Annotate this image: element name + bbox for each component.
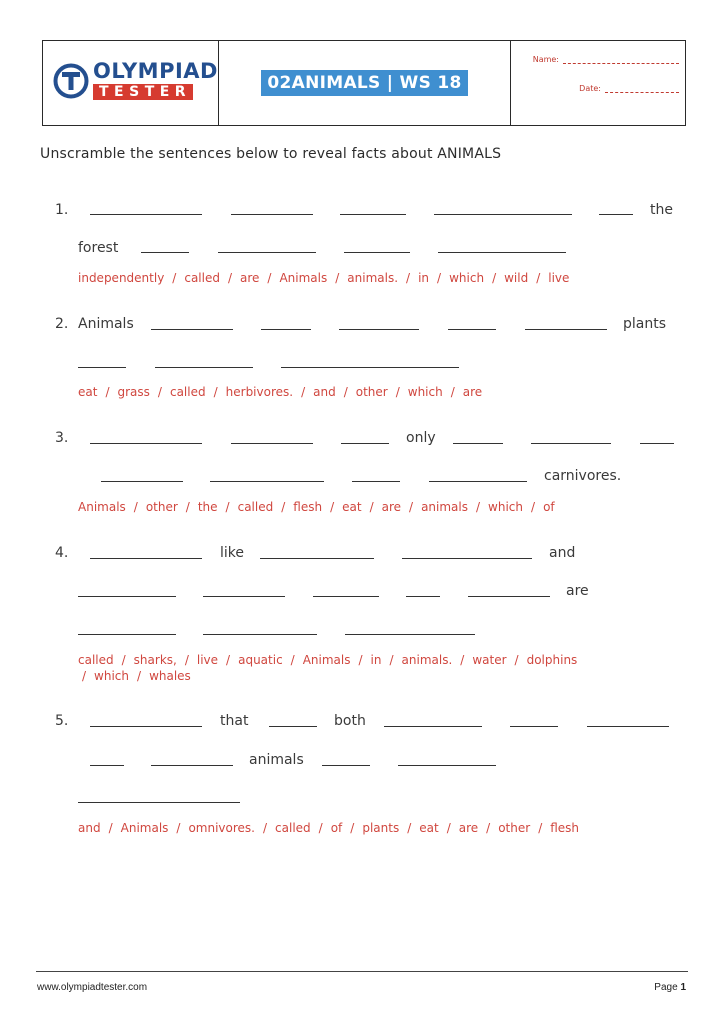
answer-blank[interactable] [429,481,527,482]
answer-blank[interactable] [203,634,317,635]
answer-blank[interactable] [468,596,550,597]
logo [53,61,218,100]
given-word: the [650,202,673,218]
option-word: the [197,500,218,514]
option-word: eat [78,385,98,399]
answer-blank[interactable] [218,252,316,253]
answer-blank[interactable] [448,329,496,330]
option-word: eat [342,500,362,514]
page-label: Page [654,982,678,993]
given-word: carnivores. [544,468,622,484]
given-word: that [220,713,249,729]
option-word: aquatic [238,653,283,667]
option-word: which [94,669,130,683]
option-word: flesh [550,821,580,835]
answer-blank[interactable] [525,329,607,330]
given-word: plants [623,316,667,332]
option-word: animals [421,500,468,514]
option-word: Animals [302,653,351,667]
answer-blank[interactable] [260,558,374,559]
date-label: Date: [579,84,601,93]
option-word: independently [78,271,165,285]
name-line[interactable] [563,56,679,64]
answer-blank[interactable] [640,443,674,444]
option-word: grass [117,385,150,399]
answer-blank[interactable] [313,596,379,597]
worksheet-header [42,40,686,126]
scrambled-words: independently / called / are / Animals / animals. / in / which / wild / live [78,271,570,285]
option-word: of [330,821,343,835]
option-word: animals. [401,653,453,667]
scrambled-words: and / Animals / omnivores. / called / of / plants / eat / are / other / flesh [78,821,580,835]
given-word: forest [78,240,119,256]
scrambled-words: Animals / other / the / called / flesh / eat / are / animals / which / of [78,500,555,514]
option-word: of [543,500,555,514]
answer-blank[interactable] [531,443,611,444]
answer-blank[interactable] [90,726,202,727]
option-word: other [355,385,388,399]
answer-blank[interactable] [587,726,669,727]
instruction-text: Unscramble the sentences below to reveal facts about ANIMALS [40,146,502,162]
answer-blank[interactable] [203,596,285,597]
given-word: Animals [78,316,134,332]
option-word: in [370,653,382,667]
option-word: flesh [293,500,323,514]
option-word: are [458,821,479,835]
answer-blank[interactable] [151,329,233,330]
answer-blank[interactable] [599,214,633,215]
footer-website: www.olympiadtester.com [37,982,148,993]
worksheet-title: 02ANIMALS | WS 18 [261,70,467,96]
answer-blank[interactable] [402,558,532,559]
option-word: and [313,385,336,399]
answer-blank[interactable] [90,765,124,766]
answer-blank[interactable] [210,481,324,482]
scrambled-words: called / sharks, / live / aquatic / Animals / in / animals. / water / dolphins / which / whales [78,653,578,683]
option-word: omnivores. [188,821,255,835]
given-word: both [334,713,366,729]
option-word: are [240,271,260,285]
option-word: called [275,821,311,835]
footer-divider [36,971,688,972]
option-word: live [548,271,570,285]
answer-blank[interactable] [339,329,419,330]
option-word: animals. [347,271,399,285]
given-word: animals [249,752,304,768]
date-line[interactable] [605,85,679,93]
option-word: plants [362,821,400,835]
meta-cell [511,41,685,125]
option-word: which [488,500,524,514]
answer-blank[interactable] [341,443,389,444]
option-word: called [237,500,274,514]
option-word: dolphins [526,653,578,667]
answer-blank[interactable] [344,252,410,253]
option-word: Animals [279,271,328,285]
option-word: called [184,271,220,285]
answer-blank[interactable] [352,481,400,482]
option-word: and [78,821,101,835]
option-word: called [169,385,206,399]
given-word: like [220,545,245,561]
answer-blank[interactable] [78,802,240,803]
answer-blank[interactable] [384,726,482,727]
question-number: 5. [55,713,69,729]
answer-blank[interactable] [269,726,317,727]
question-number: 3. [55,430,69,446]
given-word: only [406,430,436,446]
option-word: live [196,653,219,667]
option-word: sharks, [133,653,177,667]
footer-page [654,982,686,993]
answer-blank[interactable] [90,214,202,215]
option-word: other [145,500,178,514]
answer-blank[interactable] [406,596,440,597]
page-number: 1 [680,982,686,993]
answer-blank[interactable] [231,214,313,215]
answer-blank[interactable] [261,329,311,330]
option-word: are [462,385,483,399]
logo-t-icon [53,63,89,99]
logo-cell [43,41,219,125]
answer-blank[interactable] [78,634,176,635]
scrambled-words: eat / grass / called / herbivores. / and / other / which / are [78,385,483,399]
option-word: Animals [78,500,126,514]
answer-blank[interactable] [453,443,503,444]
question-number: 1. [55,202,69,218]
date-field[interactable] [579,84,679,93]
option-word: in [418,271,430,285]
option-word: whales [149,669,191,683]
question-number: 2. [55,316,69,332]
answer-blank[interactable] [78,367,126,368]
answer-blank[interactable] [78,596,176,597]
answer-blank[interactable] [155,367,253,368]
logo-line2: TESTER [93,84,193,100]
option-word: eat [419,821,439,835]
name-label: Name: [532,55,559,64]
option-word: other [498,821,531,835]
name-field[interactable] [533,55,679,64]
answer-blank[interactable] [141,252,189,253]
answer-blank[interactable] [434,214,572,215]
answer-blank[interactable] [340,214,406,215]
logo-line1: OLYMPIAD [93,59,218,83]
option-word: are [381,500,402,514]
answer-blank[interactable] [90,443,202,444]
given-word: are [566,583,589,599]
answer-blank[interactable] [281,367,459,368]
option-word: which [449,271,485,285]
answer-blank[interactable] [345,634,475,635]
answer-blank[interactable] [322,765,370,766]
question-number: 4. [55,545,69,561]
answer-blank[interactable] [438,252,566,253]
option-word: which [407,385,443,399]
option-word: herbivores. [225,385,294,399]
title-cell [219,41,511,125]
option-word: Animals [120,821,169,835]
answer-blank[interactable] [101,481,183,482]
answer-blank[interactable] [231,443,313,444]
answer-blank[interactable] [398,765,496,766]
given-word: and [549,545,576,561]
option-word: called [78,653,114,667]
answer-blank[interactable] [90,558,202,559]
option-word: wild [504,271,529,285]
answer-blank[interactable] [151,765,233,766]
option-word: water [472,653,507,667]
answer-blank[interactable] [510,726,558,727]
